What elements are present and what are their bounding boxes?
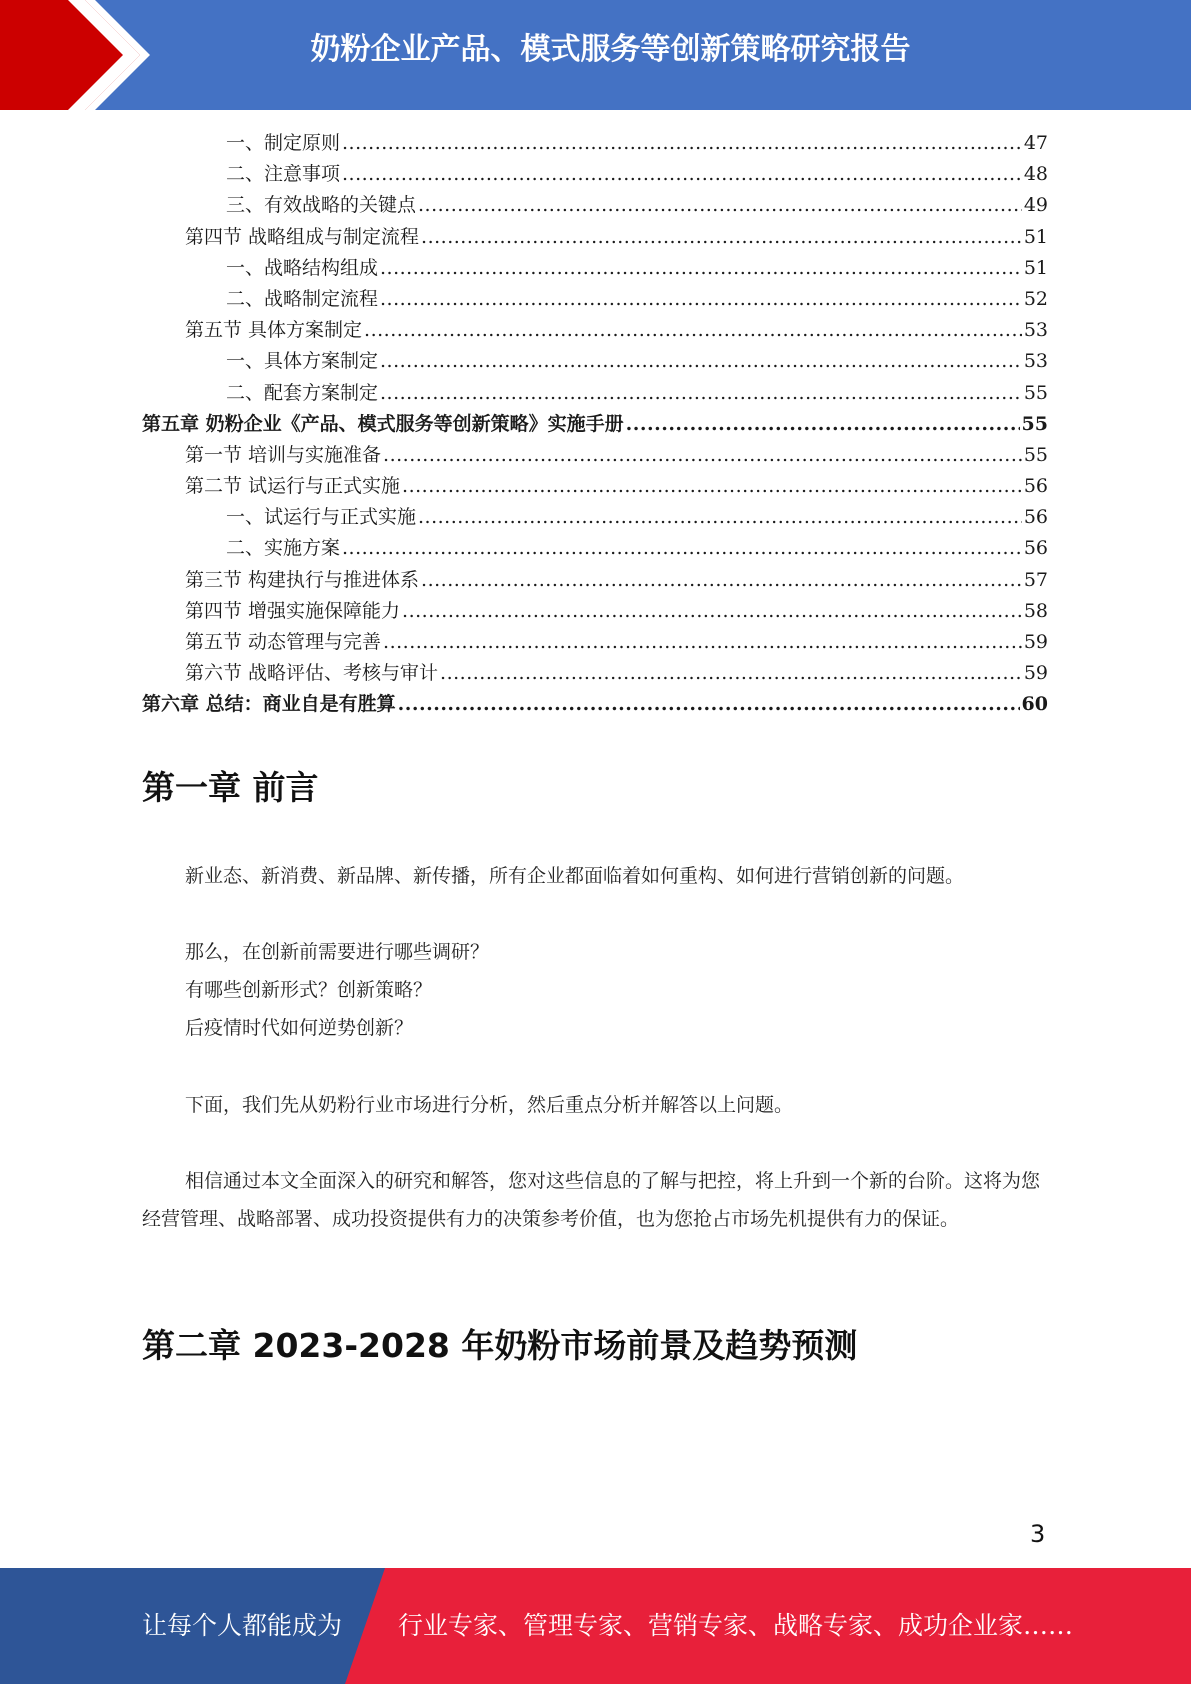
toc-entry[interactable] (142, 596, 1048, 627)
toc-entry-page: 55 (1023, 443, 1048, 466)
toc-entry[interactable] (142, 627, 1048, 658)
paragraph: 新业态、新消费、新品牌、新传播，所有企业都面临着如何重构、如何进行营销创新的问题。 (185, 865, 965, 887)
footer-slogan-left: 让每个人都能成为 (142, 1611, 343, 1640)
toc-entry[interactable] (142, 378, 1048, 409)
toc-leader-dots (421, 565, 1022, 596)
toc-leader-dots (383, 627, 1022, 658)
toc-entry-page: 55 (1021, 412, 1048, 435)
toc-leader-dots (342, 533, 1022, 564)
toc-entry-page: 60 (1021, 693, 1048, 716)
toc-entry-label: 一、试运行与正式实施 (226, 506, 417, 529)
toc-leader-dots (402, 471, 1022, 502)
toc-leader-dots (380, 378, 1022, 409)
toc-entry-label: 一、具体方案制定 (226, 350, 379, 373)
toc-entry-page: 47 (1023, 132, 1048, 154)
toc-entry-page: 56 (1023, 506, 1048, 529)
toc-entry[interactable] (142, 409, 1048, 440)
toc-entry-label: 第五节 具体方案制定 (185, 319, 363, 342)
toc-entry-label: 第三节 构建执行与推进体系 (185, 568, 420, 591)
page-footer (0, 1568, 1191, 1684)
toc-entry[interactable] (142, 128, 1048, 159)
toc-entry-page: 48 (1023, 163, 1048, 186)
toc-entry[interactable] (142, 502, 1048, 533)
toc-entry[interactable] (142, 159, 1048, 190)
toc-entry-label: 三、有效战略的关键点 (226, 194, 417, 217)
toc-entry-label: 一、制定原则 (226, 132, 341, 154)
toc-leader-dots (418, 502, 1022, 533)
toc-leader-dots (380, 346, 1022, 377)
toc-entry-label: 第五章 奶粉企业《产品、模式服务等创新策略》实施手册 (142, 412, 624, 435)
toc-entry-label: 第六章 总结：商业自是有胜算 (142, 693, 396, 716)
toc-entry-label: 第二节 试运行与正式实施 (185, 475, 401, 498)
toc-entry-label: 二、配套方案制定 (226, 381, 379, 404)
toc-entry[interactable] (142, 346, 1048, 377)
toc-entry-page: 56 (1023, 475, 1048, 498)
report-title: 奶粉企业产品、模式服务等创新策略研究报告 (310, 32, 911, 67)
toc-entry[interactable] (142, 689, 1048, 720)
toc-leader-dots (440, 658, 1022, 689)
toc-leader-dots (402, 596, 1022, 627)
toc-leader-dots (383, 440, 1022, 471)
paragraph: 相信通过本文全面深入的研究和解答，您对这些信息的了解与把控，将上升到一个新的台阶。这将为您经营管理、战略部署、成功投资提供有力的决策参考价值，也为您抢占市场先机提供有力的保证。 (142, 1170, 1041, 1230)
toc-leader-dots (626, 409, 1020, 440)
page-header (0, 0, 1191, 110)
toc-leader-dots (342, 128, 1022, 159)
table-of-contents (142, 128, 1048, 721)
question-line: 后疫情时代如何逆势创新？ (185, 1017, 414, 1039)
toc-entry-page: 51 (1023, 225, 1048, 248)
toc-entry-page: 56 (1023, 537, 1048, 560)
toc-entry-page: 51 (1023, 256, 1048, 279)
toc-entry[interactable] (142, 533, 1048, 564)
question-line: 那么，在创新前需要进行哪些调研？ (185, 941, 490, 963)
toc-entry-label: 第一节 培训与实施准备 (185, 443, 382, 466)
toc-entry[interactable] (142, 471, 1048, 502)
toc-entry[interactable] (142, 440, 1048, 471)
question-line: 有哪些创新形式？创新策略？ (185, 979, 433, 1001)
toc-entry-page: 53 (1023, 350, 1048, 373)
toc-entry-page: 52 (1023, 287, 1048, 310)
chapter-heading: 第二章 2023-2028 年奶粉市场前景及趋势预测 (142, 1326, 858, 1365)
toc-entry-label: 二、战略制定流程 (226, 287, 379, 310)
toc-entry-label: 第四节 增强实施保障能力 (185, 599, 401, 622)
page-number: 3 (1030, 1520, 1046, 1548)
toc-entry-page: 59 (1023, 662, 1048, 685)
toc-entry-page: 59 (1023, 631, 1048, 653)
footer-slogan-right: 行业专家、管理专家、营销专家、战略专家、成功企业家…… (398, 1611, 1074, 1640)
toc-leader-dots (380, 253, 1022, 284)
toc-entry[interactable] (142, 253, 1048, 284)
toc-entry[interactable] (142, 284, 1048, 315)
toc-entry-label: 二、注意事项 (226, 163, 341, 186)
toc-entry-label: 第六节 战略评估、考核与审计 (185, 662, 439, 685)
toc-leader-dots (380, 284, 1022, 315)
toc-entry-label: 第五节 动态管理与完善 (185, 631, 382, 653)
toc-entry-page: 55 (1023, 381, 1048, 404)
toc-leader-dots (421, 222, 1022, 253)
toc-entry-label: 一、战略结构组成 (226, 256, 379, 279)
toc-entry-page: 58 (1023, 599, 1048, 622)
toc-entry[interactable] (142, 565, 1048, 596)
toc-entry[interactable] (142, 315, 1048, 346)
toc-entry[interactable] (142, 658, 1048, 689)
toc-entry[interactable] (142, 222, 1048, 253)
toc-entry-page: 53 (1023, 319, 1048, 342)
toc-leader-dots (342, 159, 1022, 190)
toc-leader-dots (364, 315, 1022, 346)
toc-leader-dots (398, 689, 1020, 720)
toc-entry-page: 49 (1023, 194, 1048, 217)
paragraph: 下面，我们先从奶粉行业市场进行分析，然后重点分析并解答以上问题。 (185, 1094, 794, 1116)
toc-entry-label: 第四节 战略组成与制定流程 (185, 225, 420, 248)
toc-leader-dots (418, 190, 1022, 221)
toc-entry-label: 二、实施方案 (226, 537, 341, 560)
toc-entry-page: 57 (1023, 568, 1048, 591)
chapter-heading: 第一章 前言 (142, 768, 319, 807)
toc-entry[interactable] (142, 190, 1048, 221)
